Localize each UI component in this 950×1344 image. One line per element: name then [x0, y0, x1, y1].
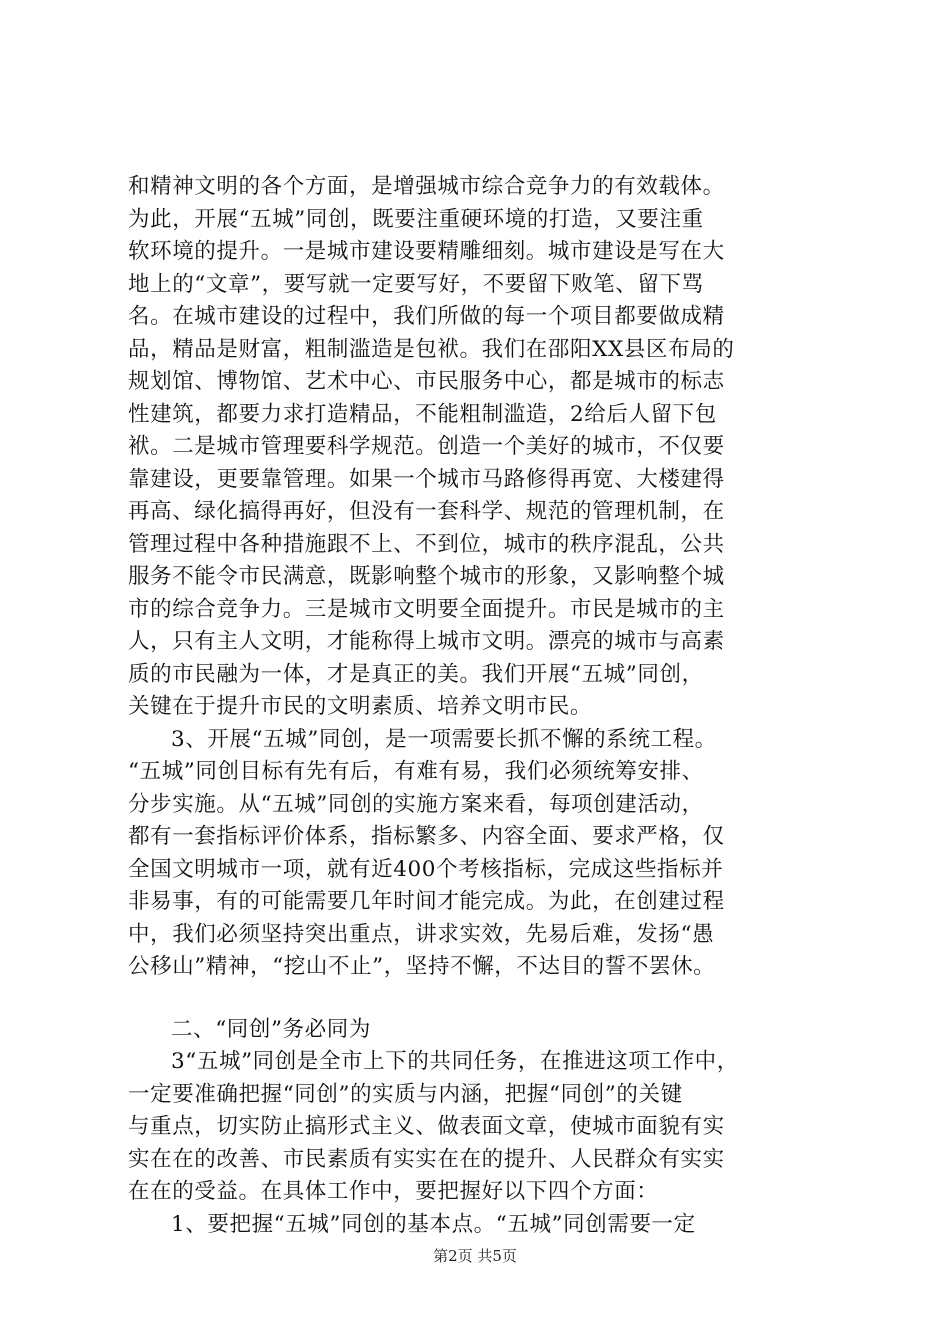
paragraph-start-line: 1、要把握“五城”同创的基本点。“五城”同创需要一定	[171, 1211, 696, 1237]
text-line: 为此，开展“五城”同创，既要注重硬环境的打造，又要注重	[128, 206, 704, 232]
text-line: 关键在于提升市民的文明素质、培养文明市民。	[128, 694, 593, 719]
text-line: “五城”同创目标有先有后，有难有易，我们必须统筹安排、	[128, 759, 704, 784]
text-line: 在在的受益。在具体工作中，要把握好以下四个方面：	[128, 1179, 659, 1204]
text-line: 中，我们必须坚持突出重点，讲求实效，先易后难，发扬“愚	[128, 921, 715, 947]
text-line: 袱。二是城市管理要科学规范。创造一个美好的城市，不仅要	[128, 434, 725, 459]
text-line: 性建筑，都要力求打造精品，不能粗制滥造，2给后人留下包	[128, 401, 717, 427]
text-line: 实在在的改善、市民素质有实实在在的提升、人民群众有实实	[128, 1146, 725, 1172]
text-line: 人，只有主人文明，才能称得上城市文明。漂亮的城市与高素	[128, 629, 725, 654]
text-line: 软环境的提升。一是城市建设要精雕细刻。城市建设是写在大	[128, 239, 725, 264]
text-line: 服务不能令市民满意，既影响整个城市的形象，又影响整个城	[128, 564, 725, 589]
section-heading: 二、“同创”务必同为	[171, 1016, 371, 1042]
text-line: 地上的“文章”，要写就一定要写好，不要留下败笔、留下骂	[128, 271, 704, 297]
text-line: 与重点，切实防止搞形式主义、做表面文章，使城市面貌有实	[128, 1114, 725, 1139]
text-line: 规划馆、博物馆、艺术中心、市民服务中心，都是城市的标志	[128, 369, 725, 394]
text-line: 一定要准确把握“同创”的实质与内涵，把握“同创”的关键	[128, 1081, 683, 1107]
text-line: 名。在城市建设的过程中，我们所做的每一个项目都要做成精	[128, 304, 725, 329]
text-line: 全国文明城市一项，就有近400个考核指标，完成这些指标并	[128, 856, 724, 882]
text-line: 管理过程中各种措施跟不上、不到位，城市的秩序混乱，公共	[128, 531, 725, 557]
text-line: 和精神文明的各个方面，是增强城市综合竞争力的有效载体。	[128, 174, 725, 199]
paragraph-start-line: 3“五城”同创是全市上下的共同任务，在推进这项工作中，	[171, 1049, 739, 1074]
page-footer: 第2页 共5页	[433, 1247, 517, 1265]
section-gap	[128, 984, 838, 1014]
document-body	[128, 171, 838, 1241]
text-line: 公移山”精神，“挖山不止”，坚持不懈，不达目的誓不罢休。	[128, 954, 716, 979]
text-line: 市的综合竞争力。三是城市文明要全面提升。市民是城市的主	[128, 596, 725, 622]
text-line: 靠建设，更要靠管理。如果一个城市马路修得再宽、大楼建得	[128, 466, 725, 492]
text-line: 再高、绿化搞得再好，但没有一套科学、规范的管理机制，在	[128, 499, 725, 524]
text-line: 分步实施。从“五城”同创的实施方案来看，每项创建活动，	[128, 791, 704, 817]
paragraph-start-line: 3、开展“五城”同创，是一项需要长抓不懈的系统工程。	[171, 726, 717, 752]
text-line: 质的市民融为一体，才是真正的美。我们开展“五城”同创，	[128, 661, 704, 687]
text-line: 非易事，有的可能需要几年时间才能完成。为此，在创建过程	[128, 889, 725, 914]
text-line: 都有一套指标评价体系，指标繁多、内容全面、要求严格，仅	[128, 824, 725, 849]
text-line: 品，精品是财富，粗制滥造是包袱。我们在邵阳XX县区布局的	[128, 336, 735, 362]
